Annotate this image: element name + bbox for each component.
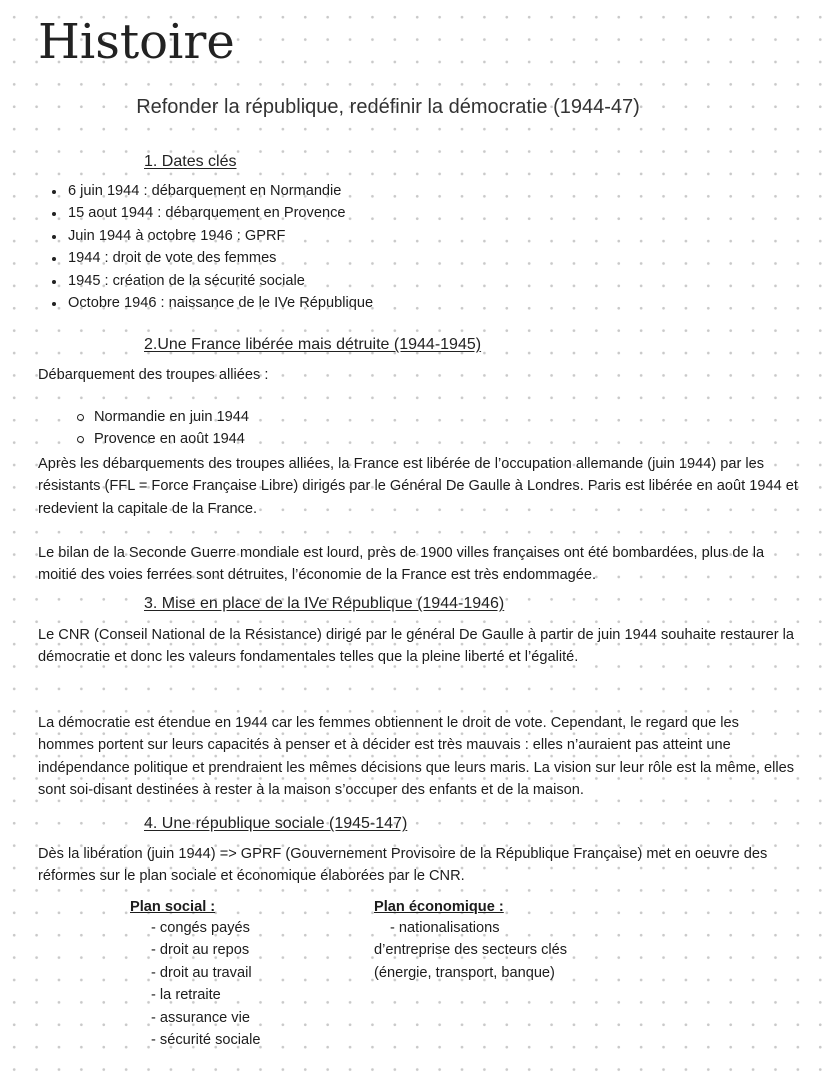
section-4-heading: 4. Une république sociale (1945-147)	[144, 815, 408, 832]
list-item: 1945 : création de la sécurité sociale	[48, 270, 373, 292]
list-item: - congés payés	[151, 920, 250, 936]
list-item: Normandie en juin 1944	[74, 406, 249, 428]
list-item: - la retraite	[151, 987, 221, 1004]
key-dates-list	[48, 180, 373, 314]
list-item: 6 juin 1944 : débarquement en Normandie	[48, 180, 373, 202]
list-item: - droit au travail	[151, 964, 252, 981]
section-2-intro: Débarquement des troupes alliées :	[38, 367, 269, 383]
landings-list	[74, 406, 249, 451]
section-3-paragraph-2: La démocratie est étendue en 1944 car les femmes obtiennent le droit de vote. Cependant, le regard que les hommes portent sur leurs capacités à penser et à décider est très mauvais : elles n’auraient pas atteint une indépendance politique et prendraient les mêmes décisions que leurs maris. La vision sur leur rôle est la même, elles sont soi-disant destinées à rester à la maison s’occuper des enfants et de la maison.	[38, 715, 795, 799]
list-item: Octobre 1946 : naissance de le IVe République	[48, 292, 373, 314]
plan-economique-title: Plan économique :	[374, 899, 504, 915]
section-4-paragraph: Dès la libération (juin 1944) => GPRF (Gouvernement Provisoire de la République Française) met en oeuvre des réformes sur le plan sociale et économique élaborées par le CNR.	[38, 846, 768, 885]
section-3-heading: 3. Mise en place de la IVe République (1944-1946)	[144, 595, 505, 612]
section-1-heading: 1. Dates clés	[144, 153, 237, 170]
section-2-paragraph-2: Le bilan de la Seconde Guerre mondiale est lourd, près de 1900 villes françaises ont été bombardées, plus de la moitié des voies ferrées sont détruites, l’économie de la France est très endommagée.	[38, 545, 765, 584]
list-item: Provence en août 1944	[74, 428, 249, 450]
text-line: - nationalisations	[390, 920, 500, 936]
plan-economique-text	[374, 917, 567, 984]
plan-social-list	[151, 917, 261, 1051]
text-line: d’entreprise des secteurs clés	[374, 942, 568, 959]
section-2-paragraph-1: Après les débarquements des troupes alliées, la France est libérée de l’occupation allemande (juin 1944) par les résistants (FFL = Force Française Libre) dirigés par le Général De Gaulle à Londres. Paris est libérée en août 1944 et redevient la capitale de la France.	[38, 456, 798, 517]
list-item: - droit au repos	[151, 942, 250, 959]
list-item: - assurance vie	[151, 1009, 250, 1026]
section-3-paragraph-1: Le CNR (Conseil National de la Résistance) dirigé par le général De Gaulle à partir de juin 1944 souhaite restaurer la démocratie et donc les valeurs fondamentales telles que la pleine liberté et l’égalité.	[38, 627, 795, 666]
list-item: Juin 1944 à octobre 1946 : GPRF	[48, 225, 373, 247]
plan-social-title: Plan social :	[130, 899, 216, 915]
page-subtitle: Refonder la république, redéfinir la démocratie (1944-47)	[136, 96, 640, 118]
page-title: Histoire	[38, 14, 235, 70]
section-2-heading: 2.Une France libérée mais détruite (1944-1945)	[144, 336, 482, 353]
list-item: - sécurité sociale	[151, 1032, 261, 1049]
list-item: 1944 : droit de vote des femmes	[48, 247, 373, 269]
list-item: 15 aout 1944 : débarquement en Provence	[48, 202, 373, 224]
text-line: (énergie, transport, banque)	[374, 964, 555, 981]
